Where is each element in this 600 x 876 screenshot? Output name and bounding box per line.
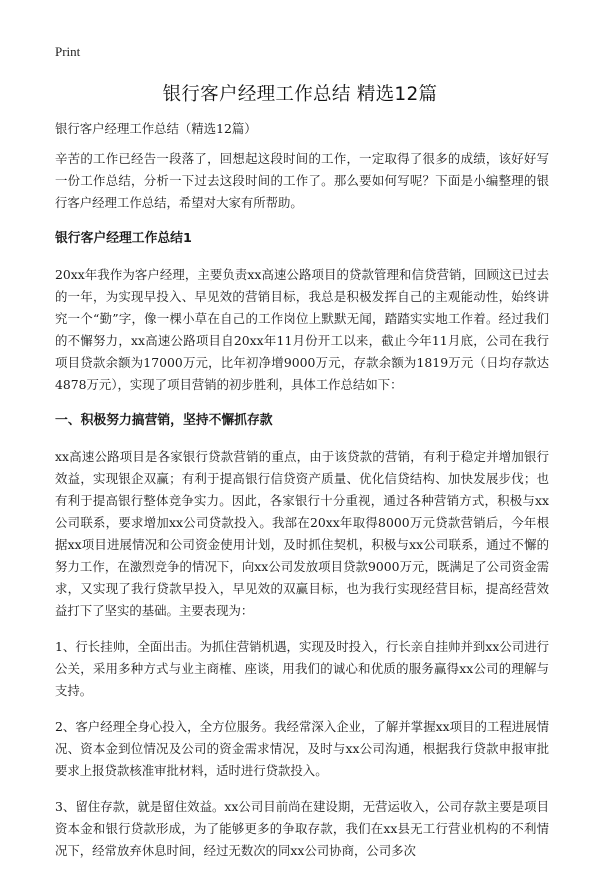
page-title: 银行客户经理工作总结 精选12篇 [162, 84, 438, 105]
document-body [55, 118, 549, 876]
section-paragraph: 20xx年我作为客户经理，主要负责xx高速公路项目的贷款管理和信贷营销，回顾这已过去的一年，为实现早投入、早见效的营销目标，我总是积极发挥自己的主观能动性，始终讲究一个“勤”字，像一棵小草在自己的工作岗位上默默无闻，踏踏实实地工作着。经过我们的不懈努力，xx高速公路项目自20xx年11月份开工以来，截止今年11月底，公司在我行项目贷款余额为17000万元，比年初净增9000万元，存款余额为1819万元（日均存款达4878万元），实现了项目营销的初步胜利，具体工作总结如下： [55, 267, 549, 392]
list-item: 3、留住存款，就是留住效益。xx公司目前尚在建设期，无营运收入，公司存款主要是项目资本金和银行贷款形成，为了能够更多的争取存款，我们在xx县无工行营业机构的不利情况下，经常放弃休息时间，经过无数次的同xx公司协商，公司多次 [55, 799, 549, 858]
list-item: 2、客户经理全身心投入，全方位服务。我经常深入企业，了解并掌握xx项目的工程进展情况、资本金到位情况及公司的资金需求情况，及时与xx公司沟通，根据我行贷款申报审批要求上报贷款核准审批材料，适时进行贷款投入。 [55, 719, 549, 778]
list-item: 1、行长挂帅，全面出击。为抓住营销机遇，实现及时投入，行长亲自挂帅并到xx公司进行公关，采用多种方式与业主商榷、座谈，用我们的诚心和优质的服务赢得xx公司的理解与支持。 [55, 639, 549, 698]
subheading: 一、积极努力搞营销，坚持不懈抓存款 [55, 413, 273, 428]
intro-paragraph: 辛苦的工作已经告一段落了，回想起这段时间的工作，一定取得了很多的成绩，该好好写一份工作总结，分析一下过去这段时间的工作了。那么要如何写呢？下面是小编整理的银行客户经理工作总结，希望对大家有所帮助。 [55, 151, 549, 210]
document-subtitle: 银行客户经理工作总结（精选12篇） [55, 121, 257, 136]
print-label: Print [55, 44, 81, 59]
section-heading: 银行客户经理工作总结1 [55, 231, 192, 246]
body-paragraph: xx高速公路项目是各家银行贷款营销的重点，由于该贷款的营销，有利于稳定并增加银行效益，实现银企双赢；有利于提高银行信贷资产质量、优化信贷结构、加快发展步伐；也有利于提高银行整体竞争实力。因此，各家银行十分重视，通过各种营销方式，积极与xx公司联系，要求增加xx公司贷款投入。我部在20xx年取得8000万元贷款营销后，今年根据xx项目进展情况和公司资金使用计划，及时抓住契机，积极与xx公司联系，通过不懈的努力工作，在激烈竞争的情况下，向xx公司发放项目贷款9000万元，既满足了公司资金需求，又实现了我行贷款早投入，早见效的双赢目标，也为我行实现经营目标，提高经营效益打下了坚实的基础。主要表现为： [55, 449, 549, 618]
